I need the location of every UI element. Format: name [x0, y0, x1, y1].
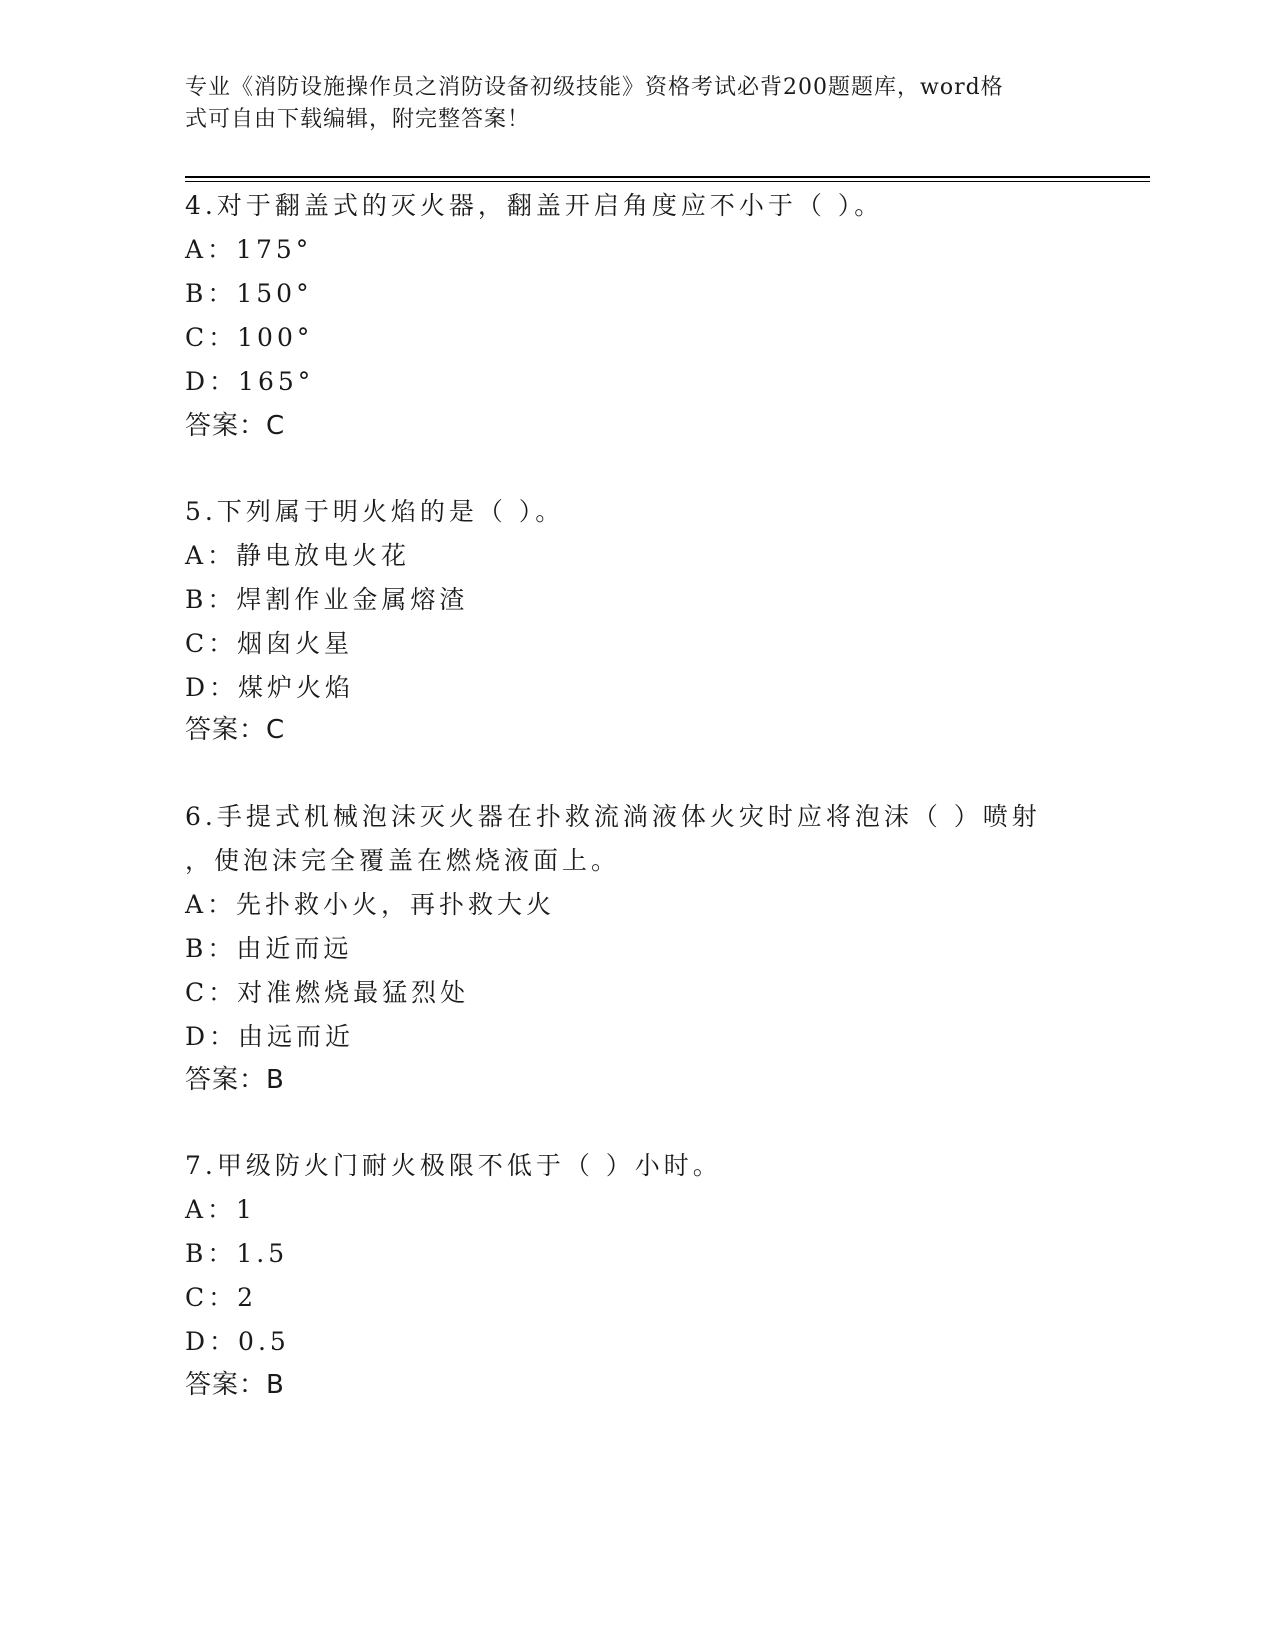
header-line-1: 专业《消防设施操作员之消防设备初级技能》资格考试必背200题题库，word格	[185, 75, 1004, 100]
option-c: C：100°	[185, 323, 314, 352]
option-a: A：静电放电火花	[185, 541, 411, 570]
option-a: A：175°	[185, 235, 313, 264]
document-header	[185, 72, 1065, 136]
option-a: A：先扑救小火，再扑救大火	[185, 890, 556, 919]
option-c: C：烟囱火星	[185, 629, 354, 658]
option-c: C：对准燃烧最猛烈处	[185, 978, 470, 1007]
option-b: B：150°	[185, 279, 313, 308]
answer-label: 答案：B	[185, 1065, 285, 1095]
question-stem-line-2: ，使泡沫完全覆盖在燃烧液面上。	[185, 846, 621, 875]
option-b: B：由近而远	[185, 934, 353, 963]
option-d: D：由远而近	[185, 1022, 355, 1051]
question-stem: 7.甲级防火门耐火极限不低于（ ）小时。	[185, 1151, 722, 1180]
option-d: D：165°	[185, 367, 315, 396]
option-d: D：0.5	[185, 1327, 290, 1356]
option-b: B：1.5	[185, 1239, 289, 1268]
answer-label: 答案：C	[185, 715, 286, 745]
option-b: B：焊割作业金属熔渣	[185, 585, 469, 614]
header-line-2: 式可自由下载编辑，附完整答案！	[185, 107, 531, 132]
question-stem-line-1: 6.手提式机械泡沫灭火器在扑救流淌液体火灾时应将泡沫（ ）喷射	[185, 802, 1041, 831]
option-d: D：煤炉火焰	[185, 673, 355, 702]
question-stem: 4.对于翻盖式的灭火器，翻盖开启角度应不小于（ ）。	[185, 191, 884, 220]
answer-label: 答案：C	[185, 411, 286, 441]
option-a: A：1	[185, 1195, 256, 1224]
option-c: C：2	[185, 1283, 258, 1312]
answer-label: 答案：B	[185, 1370, 285, 1400]
header-divider-thick	[185, 176, 1150, 178]
header-divider-thin	[185, 181, 1150, 182]
question-stem: 5.下列属于明火焰的是（ ）。	[185, 497, 565, 526]
